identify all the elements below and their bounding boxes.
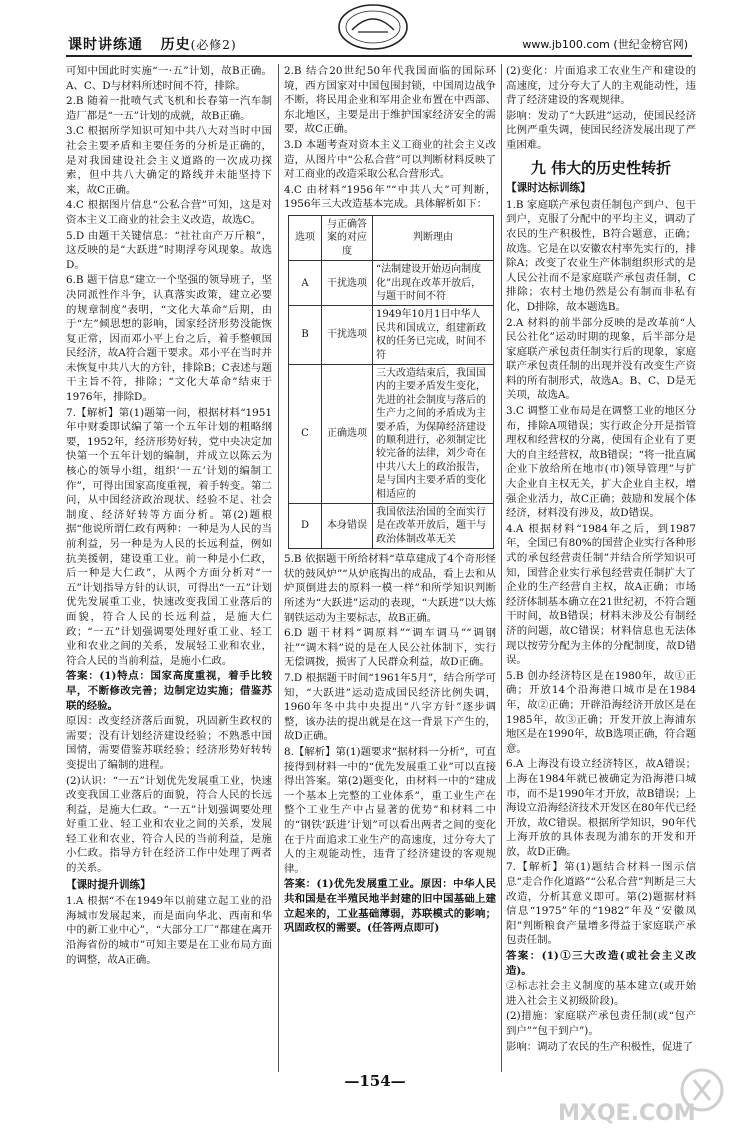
text-paragraph: 8.【解析】第(1)题要求“据材料一分析”，可直接得到材料一中的“优先发展重工业”可以直接得出答案。第(2)题变化，由材料一中的“建成一个基本上完整的工业体系”，重工业生产在整个工业生产中占显著的优势”和材料二中的“钢铁‘跃进’计划”可以看出两者之间的变化在于片面追求工业生产的高速度，过分夸大了人的主观能动性，违背了经济建设的客观规律。 (284, 746, 496, 875)
section-title: 九 伟大的历史性转折 (530, 158, 672, 177)
column-right (506, 64, 696, 1074)
table-cell-reason: 三大改造结束后，我国国内的主要矛盾发生变化，先进的社会制度与落后的生产力之间的矛盾成为主要矛盾，为保障经济建设的顺利进行，必须制定比较完备的法律，刘少奇在中共八大上的政治报告，是与国内主要矛盾的变化相适应的 (373, 365, 494, 504)
column-left (66, 64, 272, 1074)
text-paragraph: 5.B 创办经济特区是在1980年，故①正确；开放14个沿海港口城市是在1984年，故②正确；开辟沿海经济开放区是在1985年，故③正确；开发开放上海浦东地区是在1990年，故B选项正确，符合题意。 (506, 669, 696, 755)
page-number: —154— (344, 1072, 406, 1090)
website-url: www.jb100.com (522, 38, 610, 51)
section-subheading: 【课时提升训练】 (66, 878, 151, 891)
table-header-option: 选项 (289, 215, 322, 260)
text-paragraph: 6.D 题干材料“调原料”“调车调马”“调钢社”“调木料”说的是在人民公社体制下，实行无偿调拨，损害了人民群众利益，故D正确。 (284, 627, 496, 669)
text-paragraph: 6.B 题干信息“建立一个坚强的领导班子，坚决同派性作斗争，认真落实政策，建立必要的规章制度”表明，“文化大革命”后期，由于“左”倾思想的影响，国家经济形势没能恢复正常，因而邓小平上台之后，着手整顿国民经济，故A符合题干要求。邓小平在当时并未恢复中共八大的方针，排除B；C表述与题干主旨不符，排除；“文化大革命”结束于1976年，排除D。 (66, 274, 272, 404)
section-subheading: 【课时达标训练】 (506, 182, 591, 195)
watermark-text: MXQE.COM (558, 1101, 696, 1126)
table-row (289, 261, 494, 306)
text-paragraph: 7.D 根据题干时间“1961年5月”，结合所学可知，“大跃进”运动造成国民经济比例失调，1960年冬中共中央提出“八字方针”逐步调整，该办法的提出就是在这一背景下产生的，故D正确。 (284, 672, 496, 743)
table-cell-option: D (289, 504, 322, 549)
table-cell-reason: “法制建设开始迈向制度化”出现在改革开放后，与题干时间不符 (373, 261, 494, 306)
table-cell-correspondence: 干扰选项 (322, 306, 373, 365)
table-cell-reason: 1949年10月1日中华人民共和国成立，组建新政权的任务已完成，时间不符 (373, 306, 494, 365)
publisher-logo-icon (336, 2, 410, 52)
text-paragraph: 影响：发动了“大跃进”运动，使国民经济比例严重失调，使国民经济发展出现了严重困难。 (506, 109, 696, 151)
text-paragraph: 1.B 家庭联产承包责任制包产到户、包干到户，克服了分配中的平均主义，调动了农民的生产积极性，B符合题意，正确；故选。它是在以安徽农村率先实行的，排除A；改变了农业生产体制组织形式的是人民公社而不是家庭联产承包责任制，C排除；农村土地仍然是公有制而非私有化，D排除，故本题选B。 (506, 198, 696, 313)
page-header (0, 0, 750, 64)
text-paragraph: 2.A 材料的前半部分反映的是改革前“人民公社化”运动时期的现象，后半部分是家庭联产承包责任制实行后的现象，家庭联产承包责任制的出现并没有改变生产资料的所有制形式，故选A。B、C、D是无关项，故选A。 (506, 316, 696, 402)
table-row (289, 504, 494, 549)
table-cell-correspondence: 本身错误 (322, 504, 373, 549)
column-divider-2 (501, 64, 502, 1072)
answer-paragraph: 答案：(1)①三大改造(或社会主义改造)。 (506, 950, 696, 977)
table-cell-correspondence: 正确选项 (322, 365, 373, 504)
table-cell-option: C (289, 365, 322, 504)
subject-title: 历史 (160, 37, 191, 53)
column-divider-1 (278, 64, 279, 1072)
table-cell-correspondence: 干扰选项 (322, 261, 373, 306)
table-header-correspondence: 与正确答案的对应度 (322, 215, 373, 260)
website-label (522, 36, 688, 52)
text-paragraph: 2.B 结合20世纪50年代我国面临的国际环境，西方国家对中国包围封锁，中国周边战争不断，将民用企业和军用企业布置在中西部、东北地区，主要是出于维护国家经济安全的需要，故C正确。 (284, 65, 496, 136)
series-title: 课时讲练通 (68, 37, 143, 53)
text-paragraph: (2)措施：家庭联产承包责任制(或“包产到户”“包干到户”)。 (506, 1010, 696, 1037)
edition-label: (必修2) (190, 38, 237, 52)
header-divider (66, 55, 692, 57)
column-middle (284, 64, 496, 1074)
website-tag: (世纪金榜官网) (613, 38, 688, 51)
table-row (289, 365, 494, 504)
text-paragraph: 3.C 调整工业布局是在调整工业的地区分布，排除A项错误；实行政企分开是指管理权和经营权的分离，使国有企业有了更大的自主经营权，故B错误；“将一批直属企业下放给所在地市(市)领导管理”与扩大企业自主权无关，扩大企业自主权，增强企业活力，故C正确；鼓励和发展个体经济，材料没有涉及，故D错误。 (506, 405, 696, 520)
text-paragraph: 4.C 根据图片信息“公私合营”可知，这是对资本主义工商业的社会主义改造，故选C。 (66, 199, 272, 226)
answer-paragraph: 答案：(1)优先发展重工业。原因：中华人民共和国是在半殖民地半封建的旧中国基础上建立起来的，工业基础薄弱，苏联模式的影响；巩固政权的需要。(任答两点即可) (284, 878, 496, 935)
analysis-table (288, 215, 494, 549)
text-paragraph: 2.B 随着一批喷气式飞机和长春第一汽车制造厂都是“一五”计划的成就，故B正确。 (66, 95, 272, 122)
text-paragraph: 可知中国此时实施“一·五”计划，故B正确。A、C、D与材料所述时间不符，排除。 (66, 65, 272, 92)
table-cell-option: A (289, 261, 322, 306)
text-paragraph: 7.【解析】第(1)题结合材料一图示信息“走合作化道路”“公私合营”判断是三大改造，分析其意义即可。第(2)题据材料信息“1975”年的“1982”年及“安徽凤阳”判断粮食产量增多得益于家庭联产承包责任制。 (506, 861, 696, 947)
text-paragraph: 3.C 根据所学知识可知中共八大对当时中国社会主要矛盾和主要任务的分析是正确的，是对我国建设社会主义道路的一次成功探索，但中共八大确定的路线并未能坚持下来，故C正确。 (66, 125, 272, 196)
text-paragraph: 4.C 由材料“1956年”“中共八大”可判断，1956年三大改造基本完成。具体解析如下： (284, 183, 496, 211)
table-row (289, 306, 494, 365)
text-paragraph: 5.D 由题干关键信息：“社社亩产万斤粮”，这反映的是“大跃进”时期浮夸风现象。故选D。 (66, 229, 272, 271)
table-cell-option: B (289, 306, 322, 365)
text-paragraph: 6.A 上海没有设立经济特区，故A错误；上海在1984年就已被确定为沿海港口城市，而不是1990年才开放，故B错误；上海设立沿海经济技术开发区在80年代已经开放，故C错误。根据所学知识，90年代上海开放的具体表现为浦东的开发和开放，故D正确。 (506, 758, 696, 858)
book-title (68, 34, 237, 54)
text-paragraph: (2)认识：“一五”计划优先发展重工业，快速改变我国工业落后的面貌，符合人民的长远利益，是施大仁政。“一五”计划强调要处理好重工业、轻工业和农业之间的关系，发展轻工业和农业，符合人民的当前利益，是施小仁政。指导方针在经济工作中处理了两者的关系。 (66, 774, 272, 875)
text-paragraph: ②标志社会主义制度的基本建立(或开始进入社会主义初级阶段)。 (506, 980, 696, 1007)
answer-paragraph: 答案：(1)特点：国家高度重视，着手比较早，不断修改完善；边制定边实施；借鉴苏联的经验。 (66, 670, 272, 712)
text-paragraph: (2)变化：片面追求工农业生产和建设的高速度，过分夸大了人的主观能动性，违背了经济建设的客观规律。 (506, 65, 696, 107)
table-header-reason: 判断理由 (373, 215, 494, 260)
text-paragraph: 5.B 依据题干所给材料“草草建成了4个奇形怪状的鼓风炉”“从炉底掏出的成品，看上去和从炉顶倒进去的原料一模一样”和所学知识判断所述为“大跃进”运动的表现，“大跃进”以大炼钢铁运动为主要标志，故B正确。 (284, 553, 496, 624)
table-cell-reason: 我国依法治国的全面实行是在改革开放后，题干与政治体制改革无关 (373, 504, 494, 549)
text-paragraph: 影响：调动了农民的生产积极性，促进了 (506, 1040, 694, 1053)
text-paragraph: 3.D 本题考查对资本主义工商业的社会主义改造，从图片中“公私合营”可以判断材料反映了对工商业的改造采取公私合营形式。 (284, 138, 496, 181)
text-paragraph: 1.A 根据“不在1949年以前建立起工业的沿海城市发展起来，而是面向华北、西南和华中的新工业中心”，“大部分工厂”都建在离开沿海省份的城市”可知主要是在工业布局方面的调整，故A正确。 (66, 895, 272, 966)
text-paragraph: 7.【解析】第(1)题第一问，根据材料“1951年中财委即试编了第一个五年计划的粗略纲要，1952年，经济形势好转，党中央决定加快第一个五年计划的编制，并成立以陈云为核心的领导小组，组织‘一五’计划的编制工作”，可得出国家高度重视，着手转变。第二问，从中国经济政治现状、经验不足、社会制度、经济好转等方面分析。第(2)题根据“他说所谓仁政有两种：一种是为人民的当前利益，另一种是为人民的长远利益，例如抗美援朝，建设重工业。前一种是小仁政，后一种是大仁政”，从两个方面分析对“一五”计划指导方针的认识，可得出“一五”计划优先发展重工业，快速改变我国工业落后的面貌，符合人民的长远利益，是施大仁政；“一五”计划强调要处理好重工业、轻工业和农业之间的关系，发展轻工业和农业，符合人民的当前利益，是施小仁政。 (66, 406, 272, 667)
text-paragraph: 4.A 根据材料“1984年之后，到1987年，全国已有80%的国营企业实行各种形式的承包经营责任制”并结合所学知识可知，国营企业实行承包经营责任制扩大了企业的生产经营自主权，故A正确；市场经济体制基本确立在21世纪初，不符合题干时间，故B错误；材料未涉及公有制经济的问题，故C错误；材料信息也无法体现以按劳分配为主体的分配制度，故D错误。 (506, 522, 696, 667)
text-paragraph: 原因：改变经济落后面貌，巩固新生政权的需要；没有计划经济建设经验；不熟悉中国国情，需要借鉴苏联经验；经济形势好转转变提出了编制的进程。 (66, 715, 272, 771)
watermark-logo-icon (554, 1066, 732, 1126)
table-header-row (289, 215, 494, 260)
